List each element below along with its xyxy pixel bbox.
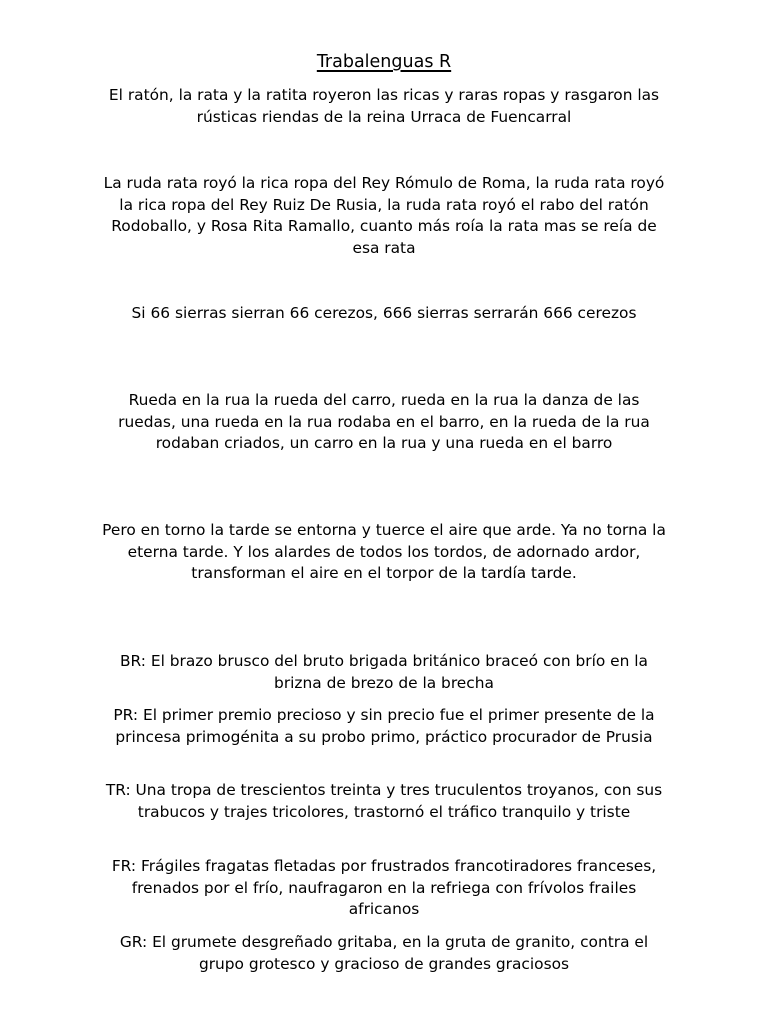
tongue-twister-paragraph: Rueda en la rua la rueda del carro, rueda en la rua la danza de las ruedas, una rueda en la rua rodaba en el barro, en la rueda de la rua rodaban criados, un carro en la rua y una rueda en el barro	[118, 391, 650, 452]
document-title: Trabalenguas R	[316, 52, 452, 72]
fr-tongue-twister: FR: Frágiles fragatas fletadas por frustrados francotiradores franceses, frenados por el frío, naufragaron en la refriega con frívolos frailes africanos	[111, 857, 657, 918]
pr-tongue-twister: PR: El primer premio precioso y sin precio fue el primer presente de la princesa primogénita a su probo primo, práctico procurador de Prusia	[113, 706, 655, 746]
tongue-twister-paragraph: El ratón, la rata y la ratita royeron las ricas y raras ropas y rasgaron las rústicas riendas de la reina Urraca de Fuencarral	[108, 86, 660, 126]
tongue-twister-paragraph: Pero en torno la tarde se entorna y tuerce el aire que arde. Ya no torna la eterna tarde. Y los alardes de todos los tordos, de adornado ardor, transforman el aire en el torpor de la tardía tarde.	[102, 521, 666, 582]
br-tongue-twister: BR: El brazo brusco del bruto brigada británico braceó con brío en la brizna de brezo de la brecha	[119, 652, 648, 692]
tongue-twister-paragraph: Si 66 sierras sierran 66 cerezos, 666 sierras serrarán 666 cerezos	[131, 304, 637, 322]
gr-tongue-twister: GR: El grumete desgreñado gritaba, en la gruta de granito, contra el grupo grotesco y gracioso de grandes graciosos	[119, 933, 649, 973]
tongue-twister-paragraph: La ruda rata royó la rica ropa del Rey Rómulo de Roma, la ruda rata royó la rica ropa del Rey Ruiz De Rusia, la ruda rata royó el rabo del ratón Rodoballo, y Rosa Rita Ramallo, cuanto más roía la rata mas se reía de esa rata	[103, 174, 665, 257]
tr-tongue-twister: TR: Una tropa de trescientos treinta y tres truculentos troyanos, con sus trabucos y trajes tricolores, trastornó el tráfico tranquilo y triste	[105, 781, 663, 821]
